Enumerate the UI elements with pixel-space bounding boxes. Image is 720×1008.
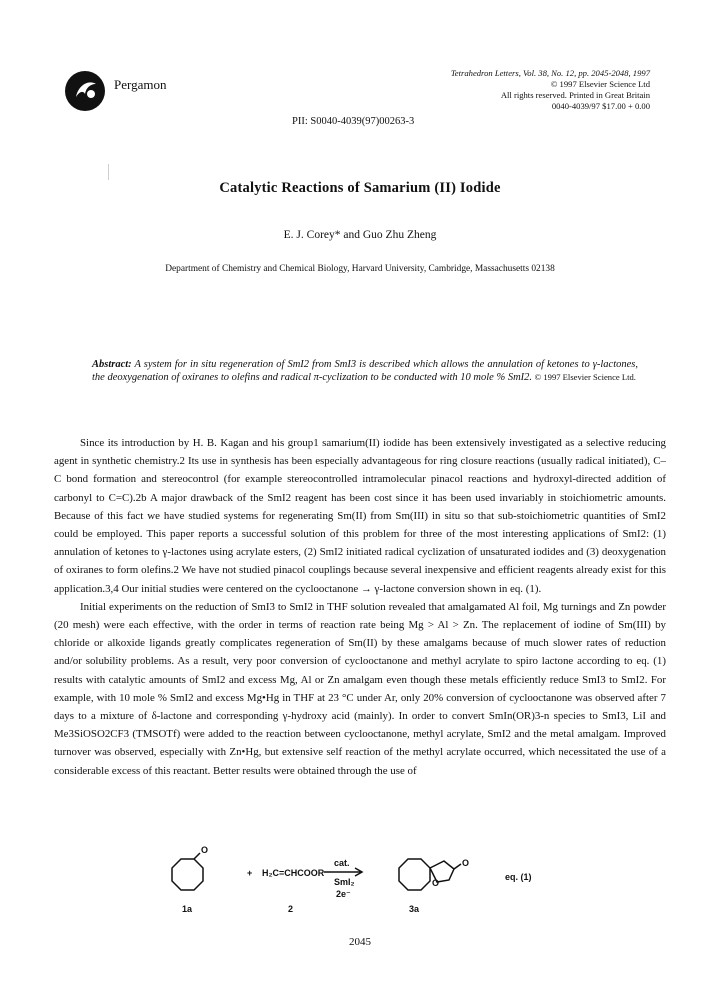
margin-mark xyxy=(108,164,109,180)
journal-citation-block xyxy=(451,68,650,112)
spiro-cyclooctane-ring xyxy=(399,859,430,890)
article-title: Catalytic Reactions of Samarium (II) Iodide xyxy=(219,180,501,196)
publisher-name: Pergamon xyxy=(114,77,167,92)
equation-label: eq. (1) xyxy=(505,872,532,882)
copyright-line: © 1997 Elsevier Science Ltd xyxy=(550,79,650,89)
abstract-label: Abstract: xyxy=(92,359,132,370)
ketone-oxygen: O xyxy=(201,845,209,855)
price-line: 0040-4039/97 $17.00 + 0.00 xyxy=(551,101,650,111)
scheme-catalyst-reagent: SmI₂ xyxy=(334,877,355,887)
compound-label-2: 2 xyxy=(288,904,294,914)
abstract-text: A system for in situ regeneration of SmI2 from SmI3 is described which allows the annulation of ketones to γ-lactones, the deoxygenation of oxiranes to olefins and radical π-cyclization to be conducted with 10 mole % SmI2. xyxy=(92,359,638,384)
lactone-carbonyl-oxygen: O xyxy=(462,858,470,868)
article-affiliation: Department of Chemistry and Chemical Biology, Harvard University, Cambridge, Massachusetts 02138 xyxy=(165,264,555,274)
article-authors: E. J. Corey* and Guo Zhu Zheng xyxy=(283,229,437,241)
body-text xyxy=(54,434,666,780)
reaction-scheme xyxy=(150,844,580,918)
scheme-plus: + xyxy=(247,868,253,878)
pii-identifier: PII: S0040-4039(97)00263-3 xyxy=(292,116,415,127)
scheme-catalyst: cat. xyxy=(334,858,350,868)
journal-line: Tetrahedron Letters, Vol. 38, No. 12, pp. 2045-2048, 1997 xyxy=(450,68,650,78)
scheme-reagent: H₂C=CHCOOR xyxy=(262,868,325,878)
lactone-ring-oxygen: O xyxy=(432,878,440,888)
compound-label-1a: 1a xyxy=(182,904,193,914)
body-paragraph-2: Initial experiments on the reduction of SmI3 to SmI2 in THF solution revealed that amalgamated Al foil, Mg turnings and Zn powder (20 mesh) were each effective, with the order in terms of reaction rate being Mg > Al > Zn. The replacement of iodine of Sm(III) by chloride or alkoxide ligands greatly complicates regeneration of Sm(II) by these amalgams because of much slower rates of reduction and/or solubility problems. As a result, very poor conversion of cyclooctanone and methyl acrylate to spiro lactone according to eq. (1) results with catalytic amounts of SmI2 and excess Mg, Al or Zn amalgam even though these metals efficiently reduce SmI3 to SmI2. For example, with 10 mole % SmI2 and excess Mg•Hg in THF at 23 °C under Ar, only 20% conversion of cyclooctanone was observed after 7 days to a mixture of δ-lactone and corresponding γ-hydroxy acid (mainly). In order to convert SmIn(OR)3-n species to SmI3, LiI and Me3SiOSO2CF3 (TMSOTf) were added to the reaction between cyclooctanone, methyl acrylate, SmI2 and the metal amalgam. Improved turnover was observed, especially with Zn•Hg, but extensive self reaction of the methyl acrylate occurred, which necessitated the use of a considerable excess of this reactant. Better results were obtained through the use of xyxy=(54,600,666,777)
body-paragraph-1: Since its introduction by H. B. Kagan and his group1 samarium(II) iodide has been extensively investigated as a selective reducing agent in synthetic chemistry.2 Its use in synthesis has been especially advantageous for ring closure reactions (usually radical initiated), C–C bond formation and stereocontrol (for example stereocontrolled intramolecular pinacol reactions and hydroxyl-directed addition of carbonyl to C=C).2b A major drawback of the SmI2 reagent has been cost since it has been used invariably in stoichiometric amounts. Because of this fact we have studied systems for regenerating Sm(II) from Sm(III) in situ so that sub-stoichiometric quantities of SmI2 could be employed. This paper reports a successful solution of this problem for three of the most interesting applications of SmI2: (1) annulation of ketones to γ-lactones using acrylate esters, (2) SmI2 initiated radical cyclization of unsaturated iodides and (3) deoxygenation of oxiranes to form olefins.2 We have not studied pinacol couplings because several inexpensive and efficient reagents already exist for this application.3,4 Our initial studies were centered on the cyclooctanone → γ-lactone conversion shown in eq. (1). xyxy=(54,437,666,595)
abstract xyxy=(92,359,638,384)
abstract-copyright: © 1997 Elsevier Science Ltd. xyxy=(534,372,636,383)
cyclooctanone-ring xyxy=(172,859,203,890)
page-number: 2045 xyxy=(349,936,371,948)
rights-line: All rights reserved. Printed in Great Britain xyxy=(500,90,650,100)
scheme-electrons: 2e⁻ xyxy=(336,889,351,899)
pergamon-logo xyxy=(64,70,106,112)
compound-label-3a: 3a xyxy=(409,904,420,914)
